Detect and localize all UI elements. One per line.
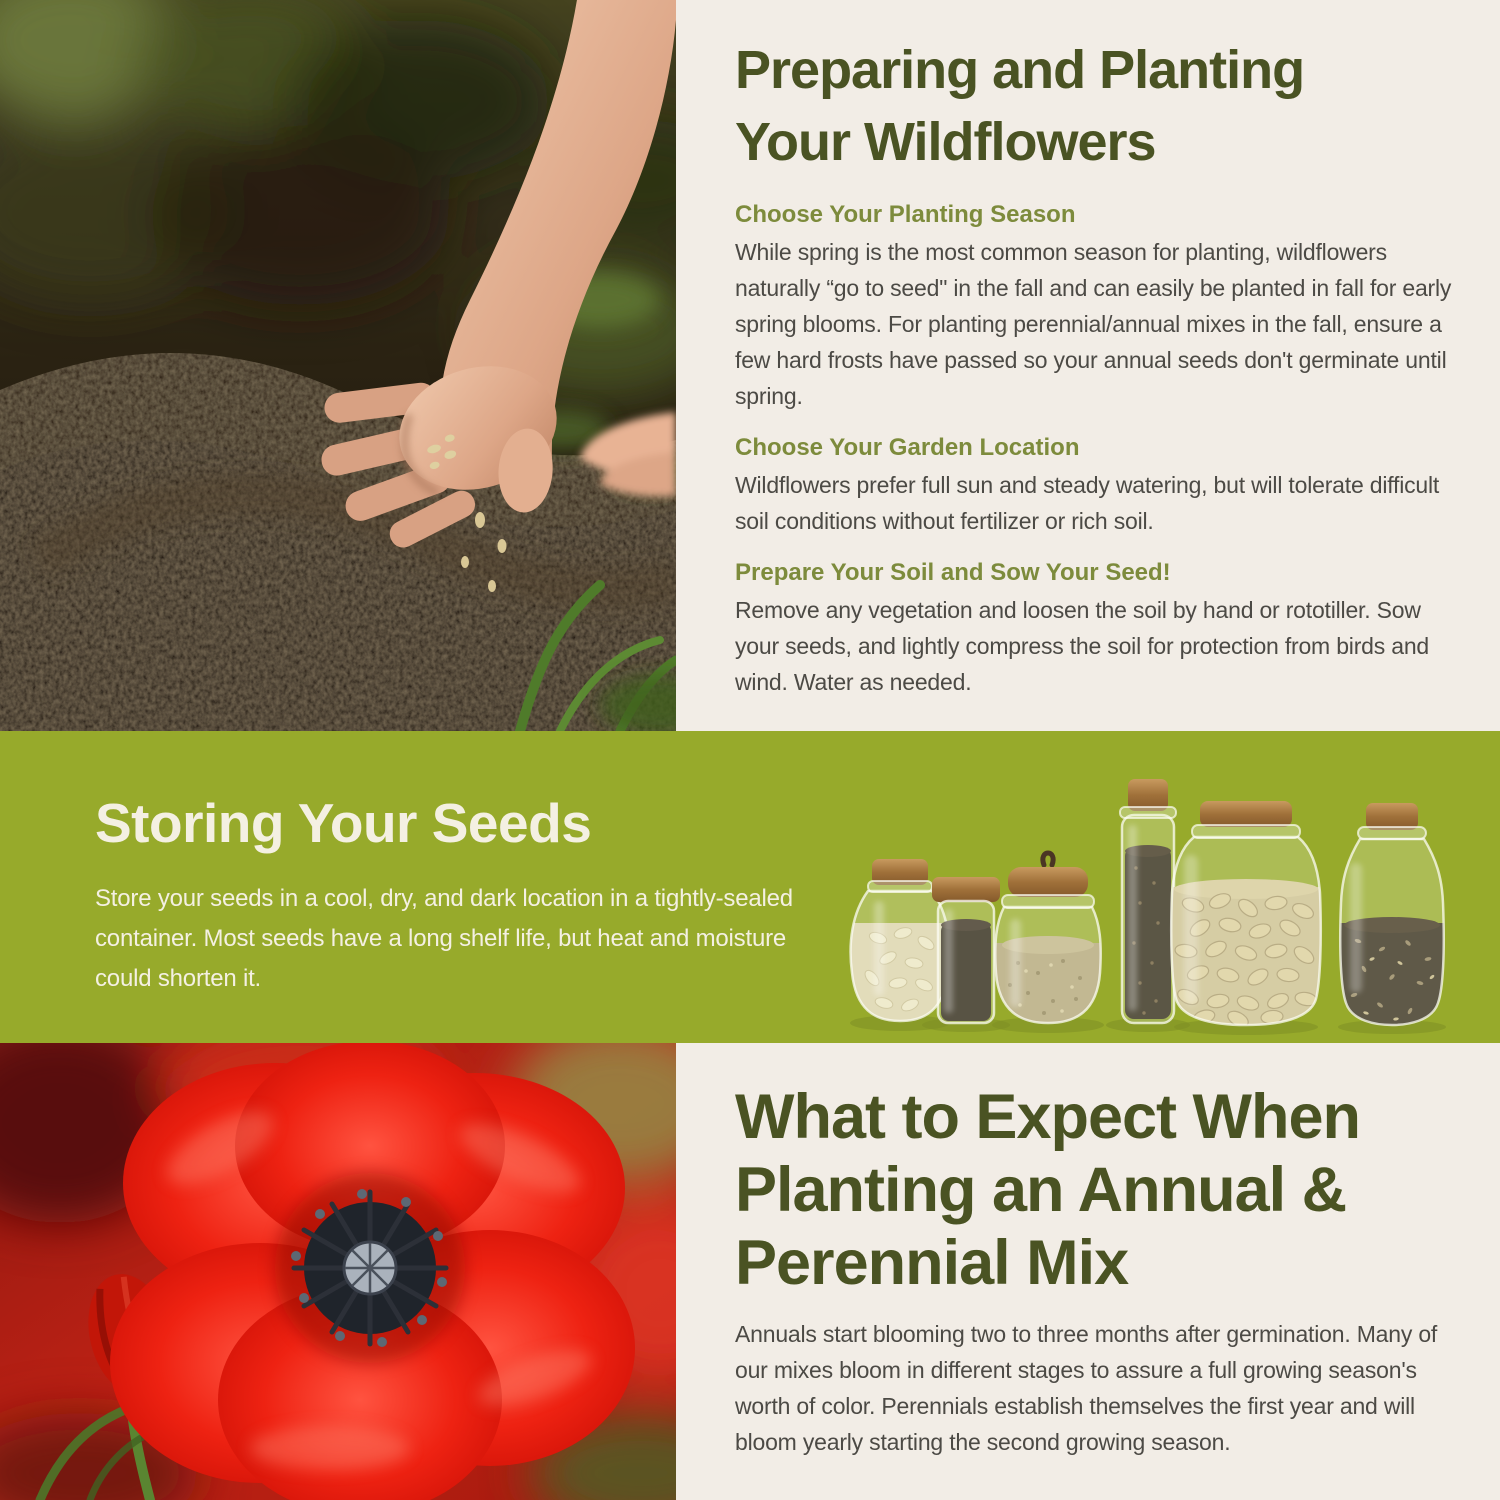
expect-panel [676,1043,1500,1500]
expect-title-line-1: What to Expect When [735,1082,1360,1152]
planting-photo [0,0,676,731]
section-prepare-soil [735,558,1460,700]
band-body: Store your seeds in a cool, dry, and dark location in a tightly-sealed container. Most seeds have a long shelf life, but heat and moisture could shorten it. [95,885,793,992]
intro-panel [676,0,1500,731]
poppy-photo-illustration [0,1043,676,1500]
planting-photo-illustration [0,0,676,731]
page-title [735,34,1460,178]
storing-seeds-text [95,793,815,999]
top-section [0,0,1500,731]
storing-seeds-band [0,731,1500,1043]
expect-body: Annuals start blooming two to three months after germination. Many of our mixes bloom in different stages to assure a full growing season's worth of color. Perennials establish themselves the first year and will bloom yearly starting the second growing season. [735,1321,1438,1455]
tall-seed-cylinder [1120,779,1176,1023]
section-body: While spring is the most common season for planting, wildflowers naturally “go to seed" in the fall and can easily be planted in fall for early spring blooms. For planting perennial/annual mixes in the fall, ensure a few hard frosts have passed so your annual seeds don't germinate until spring. [735,239,1452,409]
expect-title-line-2: Planting an Annual & [735,1155,1347,1225]
section-heading: Choose Your Garden Location [735,434,1080,461]
mixed-seed-bottle [1339,803,1449,1028]
tan-seed-jar [994,853,1104,1023]
seed-jars-photo [848,773,1468,1035]
seed-jars-illustration [848,773,1468,1035]
expect-title [735,1081,1460,1300]
bottom-section [0,1043,1500,1500]
dark-seed-jar [932,877,1000,1023]
section-planting-season [735,200,1460,414]
page-title-line-2: Your Wildflowers [735,112,1156,172]
section-heading: Choose Your Planting Season [735,201,1076,228]
section-heading: Prepare Your Soil and Sow Your Seed! [735,559,1171,586]
page-title-line-1: Preparing and Planting [735,40,1305,100]
section-body: Wildflowers prefer full sun and steady watering, but will tolerate difficult soil conditions without fertilizer or rich soil. [735,472,1440,534]
section-body: Remove any vegetation and loosen the soil by hand or rototiller. Sow your seeds, and lightly compress the soil for protection from birds and wind. Water as needed. [735,597,1430,695]
section-garden-location [735,433,1460,539]
poppy-flower [110,1043,635,1500]
poppy-photo [0,1043,676,1500]
pumpkin-seed-jar [1170,801,1322,1030]
expect-title-line-3: Perennial Mix [735,1228,1129,1298]
band-title: Storing Your Seeds [95,792,592,854]
